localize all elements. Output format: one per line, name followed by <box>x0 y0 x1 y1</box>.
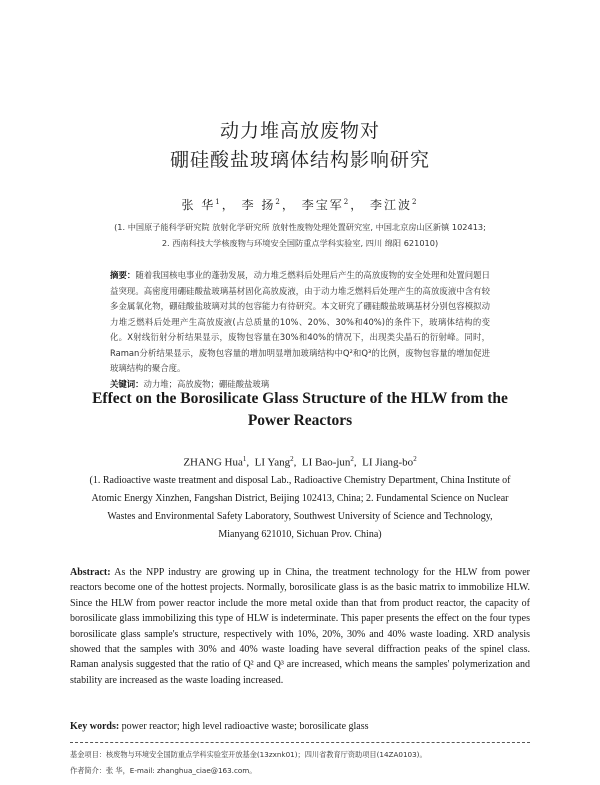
en-title: Effect on the Borosilicate Glass Structure of the HLW from the Power Reactors <box>92 390 508 429</box>
cn-author-list: 张 华$^1$， 李 扬$^2$， 李宝军$^2$， 李江波$^2$ <box>181 198 419 212</box>
en-author-sup: 2 <box>413 455 417 463</box>
cn-author: 李宝军 <box>301 198 344 212</box>
cn-abstract-text: 随着我国核电事业的蓬勃发展，动力堆乏燃料后处理后产生的高放废物的安全处理和处置问题日益突现。高密度用硼硅酸盐玻璃基材固化高放废液，由于动力堆乏燃料后处理产生的高放废液中含有较多金属氧化物，硼硅酸盐玻璃对其的包容能力有待研究。本文研究了硼硅酸盐玻璃基材分别包容模拟动力堆乏燃料后处理产生高放废液(占总质量的10%、20%、30%和40%)的条件下，玻璃体结构的变化。X射线衍射分析结果显示，废物包容量在30%和40%的情况下，出现类尖晶石的衍射峰。同时，Raman分析结果显示，废物包容量的增加明显增加玻璃结构中Q²和Q³的比例，废物包容量的增加促进玻璃结构的聚合度。 <box>110 270 491 373</box>
en-author: LI Jiang-bo <box>362 456 414 469</box>
cn-author: 李 扬 <box>241 198 276 212</box>
cn-keywords-label: 关键词： <box>110 378 144 389</box>
cn-affiliation-1: (1. 中国原子能科学研究院 放射化学研究所 放射性废物处理处置研究室, 中国北京房山区新镇 102413; <box>114 222 486 232</box>
en-author-sup: 2 <box>350 455 354 463</box>
cn-abstract-block <box>110 268 490 392</box>
cn-author-sup: 2 <box>343 198 351 206</box>
en-affiliation: (1. Radioactive waste treatment and disposal Lab., Radioactive Chemistry Department, China Institute of Atomic Energy Xinzhen, Fangshan District, Beijing 102413, China; 2. Fundamental Science on Nuclear Wastes and Environmental Safety Laboratory, Southwest University of Science and Technology, Mianyang 621010, Sichuan Prov. China) <box>89 475 511 540</box>
en-abstract-text: As the NPP industry are growing up in China, the treatment technology for the HLW from power reactors become one of the hottest projects. Normally, borosilicate glass is as the basic matrix to immobilize HLW. Since the HLW from power reactor include the more metal oxide than that from product reactor, the capacity of borosilicate glass immobilizing this type of HLW is indeterminate. This paper presents the effect on the four types borosilicate glass sample's structure, respectively with 10%, 20%, 30% and 40% waste loading. XRD analysis showed that the samples with 30% and 40% waste loading have several diffraction peaks of the spinel class. Raman analysis suggested that the ratio of Q² and Q³ are increased, which means the samples' polymerization and stability are increased as the waste loading increased. <box>70 567 530 686</box>
cn-title-line-2: 硼硅酸盐玻璃体结构影响研究 <box>169 149 430 171</box>
cn-keywords-text: 动力堆；高放废物；硼硅酸盐玻璃 <box>143 378 270 389</box>
cn-abstract-label: 摘要： <box>110 270 136 280</box>
en-author: LI Bao-jun <box>301 456 351 469</box>
cn-author: 张 华 <box>181 198 216 212</box>
en-author: ZHANG Hua <box>183 456 243 469</box>
cn-author-sup: 2 <box>412 198 419 206</box>
cn-author: 李江波 <box>370 198 413 212</box>
en-keywords-label: Key words: <box>70 721 120 732</box>
footnote-divider <box>70 742 530 743</box>
en-author-sup: 2 <box>290 455 294 463</box>
en-keywords-block <box>70 721 530 732</box>
footnote-author: 作者简介：张 华，E-mail: zhanghua_ciae@163.com。 <box>70 766 257 775</box>
cn-author-sup: 1 <box>215 198 222 206</box>
en-abstract-block <box>70 565 530 688</box>
en-author-sup: 1 <box>242 455 247 463</box>
en-abstract-label: Abstract: <box>70 567 111 578</box>
cn-author-sup: 2 <box>275 198 282 206</box>
cn-title-line-1: 动力堆高放废物对 <box>219 120 380 142</box>
cn-affiliation-2: 2. 西南科技大学核废物与环境安全国防重点学科实验室, 四川 绵阳 621010) <box>161 238 439 248</box>
en-author-list: ZHANG Hua$^1$, LI Yang$^2$, LI Bao-jun$^2$, LI Jiang-$bo^2$ <box>183 455 417 469</box>
footnote-funding: 基金项目：核废物与环境安全国防重点学科实验室开放基金(13zxnk01)；四川省教育厅资助项目(14ZA0103)。 <box>70 750 427 759</box>
en-author: LI Yang <box>254 456 291 469</box>
en-keywords-text: power reactor; high level radioactive waste; borosilicate glass <box>121 721 369 732</box>
